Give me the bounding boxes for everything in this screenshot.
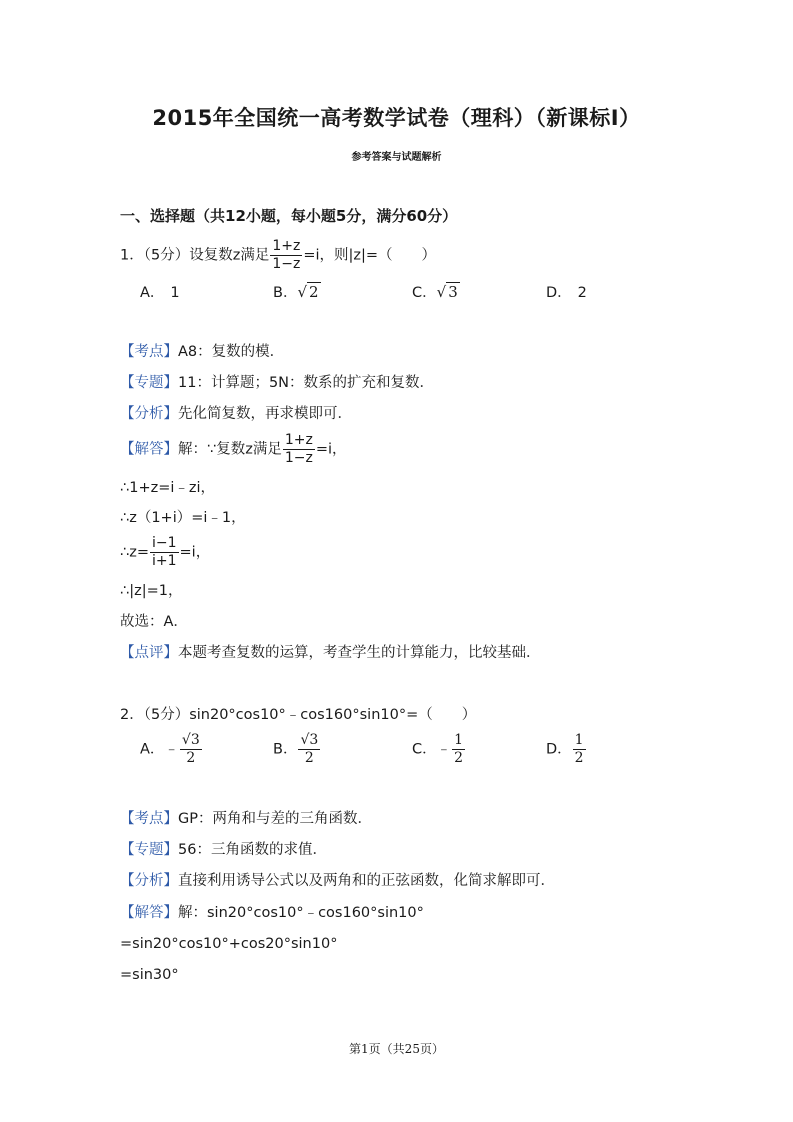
tag-kaodian: 【考点】 bbox=[120, 344, 178, 360]
q1-option-d bbox=[546, 281, 587, 302]
fraction bbox=[283, 432, 315, 467]
tag-kaodian: 【考点】 bbox=[120, 811, 178, 827]
tag-jieda: 【解答】 bbox=[120, 441, 178, 458]
jieda-text: 解：sin20°cos10°﹣cos160°sin10° bbox=[178, 905, 424, 921]
jieda-text: 解：∵复数z满足 bbox=[178, 441, 282, 458]
option-label: C． bbox=[412, 285, 437, 301]
question-text: （5分）sin20°cos10°﹣cos160°sin10°=（ ） bbox=[143, 707, 477, 723]
fraction bbox=[150, 535, 179, 570]
q1-option-b bbox=[273, 281, 321, 302]
q2-jieda bbox=[120, 903, 424, 923]
kaodian-text: A8：复数的模． bbox=[178, 344, 285, 360]
q1-dianping bbox=[120, 643, 541, 663]
fraction-numerator: 1 bbox=[574, 732, 584, 748]
q1-kaodian bbox=[120, 342, 284, 362]
page-subtitle: 参考答案与试题解析 bbox=[351, 152, 442, 163]
option-label: B． bbox=[273, 741, 298, 758]
fraction-denominator: 2 bbox=[574, 750, 584, 766]
kaodian-text: GP：两角和与差的三角函数． bbox=[178, 811, 372, 827]
option-value: 1 bbox=[170, 285, 180, 301]
fraction-denominator: 2 bbox=[304, 750, 314, 766]
q1-step-2: ∴z（1+i）=i﹣1， bbox=[120, 510, 246, 526]
fraction bbox=[452, 732, 465, 767]
tag-fenxi: 【分析】 bbox=[120, 873, 178, 889]
fraction bbox=[573, 732, 586, 767]
step-text: =i， bbox=[179, 544, 211, 561]
question-1-stem bbox=[120, 238, 436, 273]
q2-option-a bbox=[140, 732, 203, 767]
minus-sign: ﹣ bbox=[436, 741, 452, 758]
fraction-numerator: 1+z bbox=[284, 432, 313, 448]
question-number: 2． bbox=[120, 707, 144, 723]
q1-step-1: ∴1+z=i﹣zi， bbox=[120, 480, 216, 496]
fraction-numerator: √3 bbox=[181, 732, 200, 748]
page-footer: 第1页（共25页） bbox=[349, 1042, 444, 1056]
tag-zhuanti: 【专题】 bbox=[120, 375, 178, 391]
q1-choice: 故选：A． bbox=[120, 614, 188, 630]
option-label: B． bbox=[273, 285, 298, 301]
page-title: 2015年全国统一高考数学试卷（理科）（新课标Ⅰ） bbox=[152, 106, 641, 130]
q2-step-2: =sin30° bbox=[120, 967, 179, 983]
q2-option-d bbox=[546, 732, 587, 767]
q1-option-c bbox=[412, 281, 460, 302]
q1-fenxi bbox=[120, 404, 352, 424]
option-value: 2 bbox=[577, 285, 587, 301]
q1-option-a bbox=[140, 281, 180, 302]
fraction-denominator: 2 bbox=[454, 750, 464, 766]
fraction-denominator: 2 bbox=[186, 750, 196, 766]
fraction-denominator: 1−z bbox=[272, 256, 301, 272]
jieda-text: =i， bbox=[315, 441, 347, 458]
sqrt-symbol: √ 2 bbox=[297, 283, 319, 301]
q2-zhuanti bbox=[120, 840, 327, 860]
fenxi-text: 直接利用诱导公式以及两角和的正弦函数，化简求解即可． bbox=[178, 873, 555, 889]
question-text: =i，则|z|=（ ） bbox=[303, 247, 437, 264]
fenxi-text: 先化简复数，再求模即可． bbox=[178, 406, 352, 422]
q1-step-3 bbox=[120, 535, 210, 570]
option-label: A． bbox=[140, 285, 165, 301]
minus-sign: ﹣ bbox=[164, 741, 179, 758]
fraction bbox=[298, 732, 320, 767]
tag-fenxi: 【分析】 bbox=[120, 406, 178, 422]
radicand: 3 bbox=[190, 732, 200, 748]
tag-zhuanti: 【专题】 bbox=[120, 842, 178, 858]
tag-jieda: 【解答】 bbox=[120, 905, 178, 921]
q2-step-1: =sin20°cos10°+cos20°sin10° bbox=[120, 936, 338, 952]
q1-jieda bbox=[120, 432, 347, 467]
question-number: 1． bbox=[120, 247, 144, 264]
option-label: C． bbox=[412, 741, 437, 758]
option-label: D． bbox=[546, 285, 572, 301]
fraction-numerator: 1 bbox=[454, 732, 464, 748]
radicand: 3 bbox=[309, 732, 319, 748]
q2-option-c bbox=[412, 732, 466, 767]
question-2-stem bbox=[120, 705, 476, 725]
q1-zhuanti bbox=[120, 373, 434, 393]
zhuanti-text: 11：计算题；5N：数系的扩充和复数． bbox=[178, 375, 435, 391]
q2-kaodian bbox=[120, 809, 372, 829]
fraction-numerator: 1+z bbox=[272, 238, 301, 254]
fraction-denominator: i+1 bbox=[152, 553, 177, 569]
q2-option-b bbox=[273, 732, 321, 767]
section-heading: 一、选择题（共12小题，每小题5分，满分60分） bbox=[120, 207, 458, 225]
step-text: ∴z= bbox=[120, 544, 149, 561]
radicand: 2 bbox=[309, 283, 319, 301]
tag-dianping: 【点评】 bbox=[120, 645, 178, 661]
fraction bbox=[270, 238, 302, 273]
radicand: 3 bbox=[448, 283, 458, 301]
fraction-denominator: 1−z bbox=[284, 450, 313, 466]
q1-step-4: ∴|z|=1， bbox=[120, 583, 183, 599]
question-text: （5分）设复数z满足 bbox=[143, 247, 270, 264]
option-label: A． bbox=[140, 741, 165, 758]
sqrt-symbol: √ 3 bbox=[436, 283, 458, 301]
fraction-numerator: i−1 bbox=[152, 535, 177, 551]
fraction bbox=[180, 732, 202, 767]
fraction-numerator: √3 bbox=[300, 732, 319, 748]
q2-fenxi bbox=[120, 871, 555, 891]
option-label: D． bbox=[546, 741, 572, 758]
dianping-text: 本题考查复数的运算，考查学生的计算能力，比较基础． bbox=[178, 645, 541, 661]
zhuanti-text: 56：三角函数的求值． bbox=[178, 842, 327, 858]
